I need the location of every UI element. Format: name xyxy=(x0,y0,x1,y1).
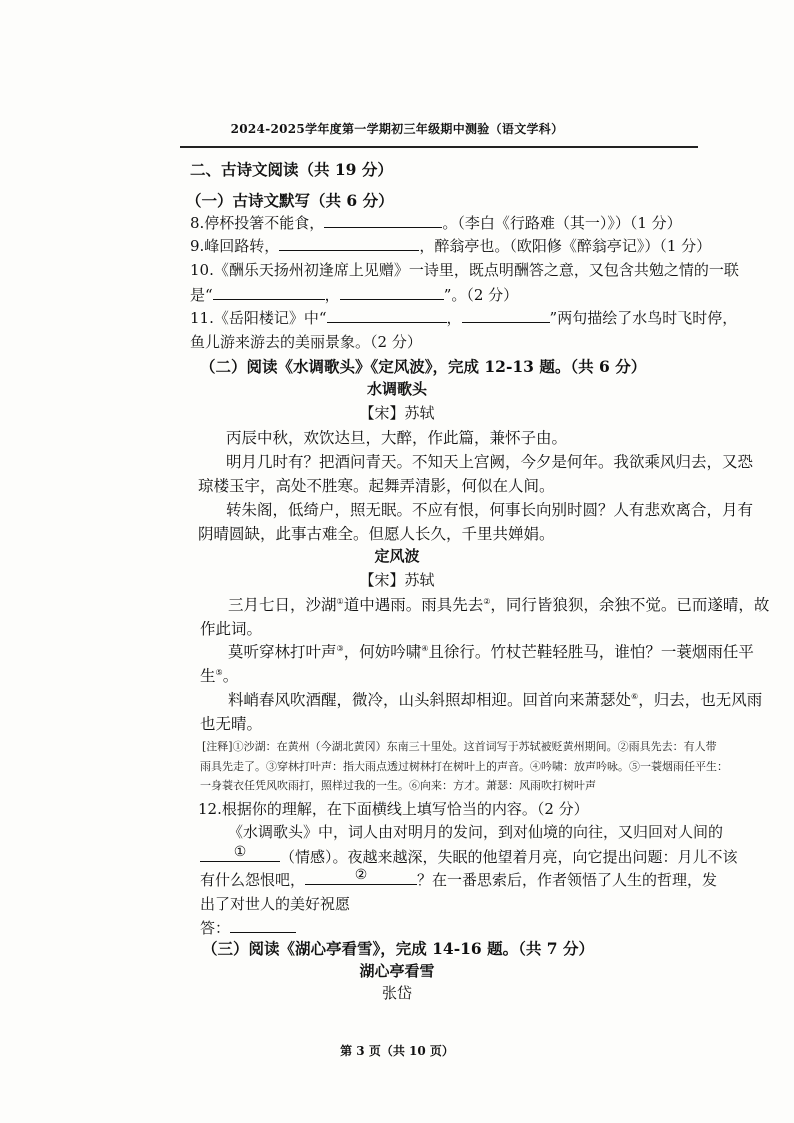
poem2-preface-c: ，同行皆狼狈，余独不觉。已而遂晴，故 xyxy=(490,596,770,614)
page-header: 2024-2025学年度第一学期初三年级期中测验（语文学科） xyxy=(230,122,564,136)
poem2-l2-a: 生 xyxy=(200,667,216,685)
part1-title: （一）古诗文默写（共 6 分） xyxy=(186,191,394,210)
note-line-1: [注释]①沙湖：在黄州（今湖北黄冈）东南三十里处。这首词写于苏轼被贬黄州期间。②雨具先去：有人带 xyxy=(202,740,717,753)
answer-blank[interactable] xyxy=(230,918,296,933)
q9-suffix: ，醉翁亭也。（欧阳修《醉翁亭记》）（1 分） xyxy=(419,237,712,255)
poem1-line-2: 琼楼玉宇，高处不胜寒。起舞弄清影，何似在人间。 xyxy=(198,477,555,495)
poem1-preface: 丙辰中秋，欢饮达旦，大醉，作此篇，兼怀子由。 xyxy=(226,429,568,447)
q12-blank-2[interactable] xyxy=(305,867,417,885)
note-line-2: 雨具先走了。③穿林打叶声：指大雨点透过树林打在树叶上的声音。④吟啸：放声吟咏。⑤一蓑烟雨任平生： xyxy=(200,760,728,773)
poem2-l1-a: 莫听穿林打叶声 xyxy=(228,643,337,661)
poem2-line-1 xyxy=(228,640,754,662)
part3-title: （三）阅读《湖心亭看雪》，完成 14-16 题。（共 7 分） xyxy=(202,939,594,958)
q11-comma: ， xyxy=(446,309,462,327)
q12-blank-2-label: ② xyxy=(354,867,368,883)
poem1-title: 水调歌头 xyxy=(366,380,427,398)
q12-line4-suffix: ？在一番思索后，作者领悟了人生的哲理，发 xyxy=(417,871,718,889)
q12-line4-prefix: 有什么怨恨吧， xyxy=(200,871,306,889)
footnote-marker-1: ① xyxy=(336,596,344,606)
footnote-marker-6: ⑥ xyxy=(631,691,639,701)
q10-comma: ， xyxy=(324,286,340,304)
answer-label: 答： xyxy=(200,919,231,937)
note-line-3: 一身蓑衣任凭风吹雨打，照样过我的一生。⑥向来：方才。萧瑟：风雨吹打树叶声 xyxy=(200,779,596,792)
question-12-line2: 《水调歌头》中，词人由对明月的发问，到对仙境的向往，又归回对人间的 xyxy=(228,823,724,841)
poem2-preface-b: 道中遇雨。雨具先去 xyxy=(343,596,484,614)
answer-row xyxy=(200,917,296,938)
poem1-line-3: 转朱阁，低绮户，照无眠。不应有恨，何事长向别时圆？人有悲欢离合，月有 xyxy=(226,501,754,519)
q11-prefix: 11.《岳阳楼记》中“ xyxy=(190,309,327,327)
question-9 xyxy=(190,235,711,256)
poem2-preface-a: 三月七日，沙湖 xyxy=(228,596,337,614)
poem2-preface-line1 xyxy=(228,593,769,615)
poem2-l1-b: ，何妨吟啸 xyxy=(343,643,422,661)
q10-prefix: 是“ xyxy=(190,286,213,304)
question-10-line1: 10.《酬乐天扬州初逢席上见赠》一诗里，既点明酬答之意，又包含共勉之情的一联 xyxy=(190,261,739,279)
poem2-line-2 xyxy=(200,664,238,686)
poem2-l1-c: 且徐行。竹杖芒鞋轻胜马，谁怕？一蓑烟雨任平 xyxy=(428,643,754,661)
question-10-line2 xyxy=(190,284,518,305)
poem1-author: 【宋】苏轼 xyxy=(359,404,435,422)
q11-blank-1[interactable] xyxy=(327,308,447,323)
page-footer: 第 3 页（共 10 页） xyxy=(340,1044,454,1058)
question-12-line3 xyxy=(200,846,738,867)
q12-blank-1[interactable] xyxy=(200,844,280,862)
poem2-l3-a: 料峭春风吹酒醒，微冷，山头斜照却相迎。回首向来萧瑟处 xyxy=(228,691,632,709)
question-12-line4 xyxy=(200,869,717,890)
question-12-line5: 出了对世人的美好祝愿 xyxy=(200,895,351,913)
poem2-line-3 xyxy=(228,688,762,710)
q9-blank[interactable] xyxy=(279,236,419,251)
question-8 xyxy=(190,212,682,233)
footnote-marker-2: ② xyxy=(483,596,491,606)
poem2-l2-b: 。 xyxy=(222,667,239,685)
poem3-title: 湖心亭看雪 xyxy=(359,962,435,980)
footnote-marker-4: ④ xyxy=(421,643,429,653)
poem2-l3-b: ，归去，也无风雨 xyxy=(638,691,763,709)
question-11-line1 xyxy=(190,307,737,328)
q8-blank[interactable] xyxy=(324,213,442,228)
q10-suffix: ”。（2 分） xyxy=(443,286,519,304)
poem2-preface-line2: 作此词。 xyxy=(200,620,263,638)
q11-suffix: ”两句描绘了水鸟时飞时停， xyxy=(549,309,738,327)
footnote-marker-5: ⑤ xyxy=(215,667,223,677)
question-12-line1: 12.根据你的理解，在下面横线上填写恰当的内容。（2 分） xyxy=(198,800,589,818)
q9-prefix: 9.峰回路转， xyxy=(190,237,280,255)
poem2-title: 定风波 xyxy=(374,547,420,565)
poem3-author: 张岱 xyxy=(381,984,412,1002)
poem2-line-4: 也无晴。 xyxy=(200,715,263,733)
poem2-author: 【宋】苏轼 xyxy=(359,571,435,589)
q10-blank-2[interactable] xyxy=(340,285,444,300)
q8-prefix: 8.停杯投箸不能食， xyxy=(190,214,325,232)
poem1-line-1: 明月几时有？把酒问青天。不知天上宫阙，今夕是何年。我欲乘风归去，又恐 xyxy=(226,453,754,471)
section-title: 二、古诗文阅读（共 19 分） xyxy=(190,160,393,179)
q12-blank-1-label: ① xyxy=(233,844,247,860)
header-rule xyxy=(180,146,698,148)
footnote-marker-3: ③ xyxy=(336,643,344,653)
poem1-line-4: 阴晴圆缺，此事古难全。但愿人长久，千里共婵娟。 xyxy=(198,525,555,543)
q8-suffix: 。（李白《行路难（其一）》）（1 分） xyxy=(442,214,682,232)
question-11-line2: 鱼儿游来游去的美丽景象。（2 分） xyxy=(190,333,422,351)
q10-blank-1[interactable] xyxy=(213,285,325,300)
part2-title: （二）阅读《水调歌头》《定风波》，完成 12-13 题。（共 6 分） xyxy=(200,357,647,376)
q11-blank-2[interactable] xyxy=(462,308,550,323)
q12-line3-text: （情感）。夜越来越深，失眠的他望着月亮，向它提出问题：月儿不该 xyxy=(280,848,738,866)
